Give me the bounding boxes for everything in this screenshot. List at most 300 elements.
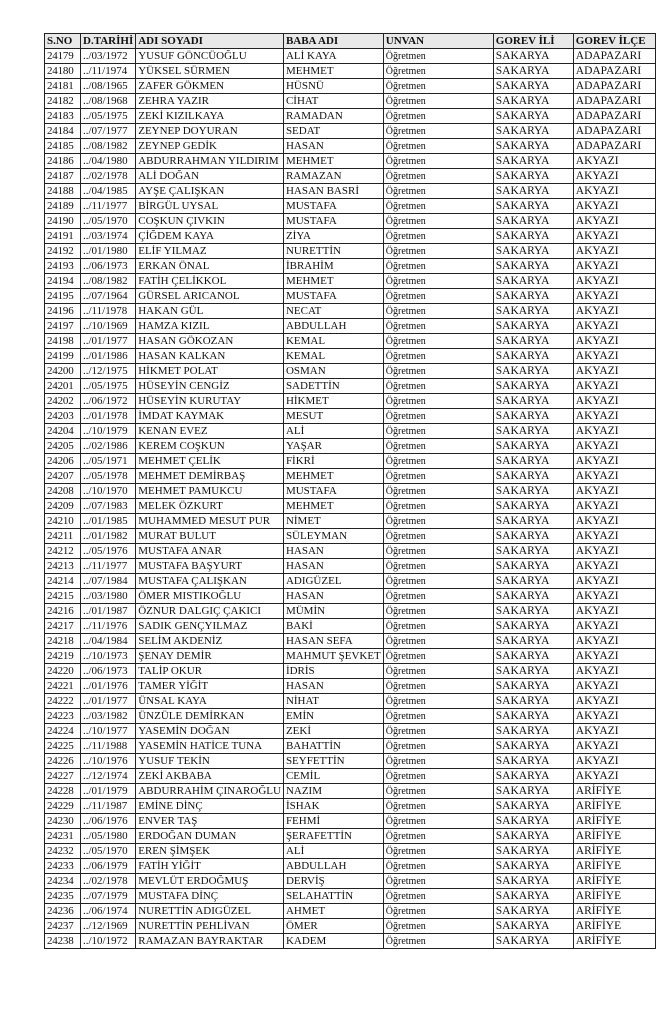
table-row — [45, 829, 656, 844]
cell-full-name: COŞKUN ÇIVKIN — [136, 214, 284, 229]
table-row — [45, 214, 656, 229]
table-body — [45, 49, 656, 949]
cell-full-name: MEHMET PAMUKCU — [136, 484, 284, 499]
table-row — [45, 559, 656, 574]
cell-district: AKYAZI — [573, 214, 655, 229]
table-row — [45, 64, 656, 79]
cell-sno: 24198 — [45, 334, 81, 349]
cell-province: SAKARYA — [493, 79, 573, 94]
table-row — [45, 259, 656, 274]
cell-sno: 24219 — [45, 649, 81, 664]
cell-title: Öğretmen — [383, 679, 493, 694]
cell-sno: 24226 — [45, 754, 81, 769]
cell-sno: 24190 — [45, 214, 81, 229]
cell-full-name: YÜKSEL SÜRMEN — [136, 64, 284, 79]
cell-birth-date: ../07/1983 — [81, 499, 136, 514]
cell-sno: 24224 — [45, 724, 81, 739]
cell-sno: 24206 — [45, 454, 81, 469]
cell-title: Öğretmen — [383, 259, 493, 274]
table-row — [45, 184, 656, 199]
cell-father-name: HASAN SEFA — [283, 634, 383, 649]
cell-father-name: YAŞAR — [283, 439, 383, 454]
cell-title: Öğretmen — [383, 649, 493, 664]
table-row — [45, 364, 656, 379]
table-row — [45, 844, 656, 859]
table-row — [45, 169, 656, 184]
table-row — [45, 574, 656, 589]
cell-district: ARİFİYE — [573, 844, 655, 859]
cell-title: Öğretmen — [383, 199, 493, 214]
cell-district: AKYAZI — [573, 379, 655, 394]
cell-birth-date: ../01/1986 — [81, 349, 136, 364]
cell-birth-date: ../07/1964 — [81, 289, 136, 304]
cell-title: Öğretmen — [383, 664, 493, 679]
cell-sno: 24225 — [45, 739, 81, 754]
cell-district: AKYAZI — [573, 229, 655, 244]
cell-birth-date: ../08/1968 — [81, 94, 136, 109]
table-row — [45, 424, 656, 439]
cell-sno: 24212 — [45, 544, 81, 559]
table-row — [45, 484, 656, 499]
cell-province: SAKARYA — [493, 154, 573, 169]
cell-title: Öğretmen — [383, 289, 493, 304]
cell-title: Öğretmen — [383, 544, 493, 559]
cell-district: AKYAZI — [573, 679, 655, 694]
cell-district: ARİFİYE — [573, 874, 655, 889]
cell-father-name: MEHMET — [283, 154, 383, 169]
cell-full-name: ZEYNEP GEDİK — [136, 139, 284, 154]
table-row — [45, 889, 656, 904]
cell-birth-date: ../04/1984 — [81, 634, 136, 649]
cell-father-name: NAZIM — [283, 784, 383, 799]
cell-sno: 24187 — [45, 169, 81, 184]
cell-birth-date: ../01/1982 — [81, 529, 136, 544]
cell-district: AKYAZI — [573, 604, 655, 619]
cell-sno: 24205 — [45, 439, 81, 454]
table-row — [45, 379, 656, 394]
cell-father-name: SÜLEYMAN — [283, 529, 383, 544]
cell-title: Öğretmen — [383, 589, 493, 604]
cell-birth-date: ../08/1982 — [81, 274, 136, 289]
cell-father-name: HASAN — [283, 679, 383, 694]
cell-title: Öğretmen — [383, 499, 493, 514]
cell-full-name: BİRGÜL UYSAL — [136, 199, 284, 214]
cell-father-name: MEHMET — [283, 499, 383, 514]
cell-birth-date: ../06/1973 — [81, 259, 136, 274]
cell-province: SAKARYA — [493, 514, 573, 529]
cell-district: AKYAZI — [573, 559, 655, 574]
cell-full-name: MURAT BULUT — [136, 529, 284, 544]
cell-birth-date: ../05/1976 — [81, 544, 136, 559]
cell-sno: 24231 — [45, 829, 81, 844]
cell-province: SAKARYA — [493, 394, 573, 409]
cell-sno: 24189 — [45, 199, 81, 214]
header-district: GOREV İLÇE — [573, 34, 655, 49]
cell-birth-date: ../01/1980 — [81, 244, 136, 259]
cell-sno: 24201 — [45, 379, 81, 394]
cell-father-name: KEMAL — [283, 349, 383, 364]
cell-sno: 24207 — [45, 469, 81, 484]
table-row — [45, 859, 656, 874]
cell-district: AKYAZI — [573, 424, 655, 439]
cell-father-name: SEDAT — [283, 124, 383, 139]
cell-father-name: FEHMİ — [283, 814, 383, 829]
cell-province: SAKARYA — [493, 769, 573, 784]
cell-province: SAKARYA — [493, 694, 573, 709]
cell-district: AKYAZI — [573, 709, 655, 724]
cell-district: AKYAZI — [573, 394, 655, 409]
cell-father-name: İBRAHİM — [283, 259, 383, 274]
cell-full-name: FATİH ÇELİKKOL — [136, 274, 284, 289]
table-row — [45, 199, 656, 214]
cell-district: AKYAZI — [573, 454, 655, 469]
table-row — [45, 94, 656, 109]
cell-district: ADAPAZARI — [573, 139, 655, 154]
cell-birth-date: ../10/1976 — [81, 754, 136, 769]
cell-title: Öğretmen — [383, 454, 493, 469]
cell-province: SAKARYA — [493, 664, 573, 679]
cell-full-name: YASEMİN DOĞAN — [136, 724, 284, 739]
cell-title: Öğretmen — [383, 814, 493, 829]
cell-birth-date: ../01/1977 — [81, 694, 136, 709]
cell-birth-date: ../05/1970 — [81, 844, 136, 859]
table-row — [45, 904, 656, 919]
cell-birth-date: ../05/1978 — [81, 469, 136, 484]
cell-birth-date: ../08/1982 — [81, 139, 136, 154]
table-row — [45, 634, 656, 649]
cell-full-name: MEHMET ÇELİK — [136, 454, 284, 469]
cell-full-name: YUSUF TEKİN — [136, 754, 284, 769]
cell-district: AKYAZI — [573, 364, 655, 379]
cell-full-name: YASEMİN HATİCE TUNA — [136, 739, 284, 754]
cell-district: AKYAZI — [573, 694, 655, 709]
cell-sno: 24218 — [45, 634, 81, 649]
cell-full-name: FATİH YİĞİT — [136, 859, 284, 874]
cell-title: Öğretmen — [383, 424, 493, 439]
cell-district: ADAPAZARI — [573, 79, 655, 94]
cell-district: ARİFİYE — [573, 889, 655, 904]
cell-father-name: MAHMUT ŞEVKET — [283, 649, 383, 664]
cell-sno: 24204 — [45, 424, 81, 439]
cell-district: AKYAZI — [573, 574, 655, 589]
table-row — [45, 589, 656, 604]
cell-sno: 24200 — [45, 364, 81, 379]
cell-district: AKYAZI — [573, 484, 655, 499]
cell-full-name: MEVLÜT ERDOĞMUŞ — [136, 874, 284, 889]
cell-province: SAKARYA — [493, 874, 573, 889]
table-row — [45, 469, 656, 484]
cell-district: AKYAZI — [573, 769, 655, 784]
cell-district: ARİFİYE — [573, 859, 655, 874]
cell-full-name: ZEYNEP DOYURAN — [136, 124, 284, 139]
cell-father-name: HASAN — [283, 544, 383, 559]
cell-province: SAKARYA — [493, 214, 573, 229]
table-row — [45, 679, 656, 694]
cell-birth-date: ../06/1973 — [81, 664, 136, 679]
cell-province: SAKARYA — [493, 649, 573, 664]
cell-title: Öğretmen — [383, 484, 493, 499]
cell-title: Öğretmen — [383, 154, 493, 169]
cell-birth-date: ../10/1977 — [81, 724, 136, 739]
cell-title: Öğretmen — [383, 529, 493, 544]
cell-birth-date: ../10/1972 — [81, 934, 136, 949]
cell-district: ADAPAZARI — [573, 124, 655, 139]
cell-birth-date: ../06/1974 — [81, 904, 136, 919]
cell-province: SAKARYA — [493, 844, 573, 859]
cell-birth-date: ../01/1987 — [81, 604, 136, 619]
cell-district: ARİFİYE — [573, 814, 655, 829]
cell-province: SAKARYA — [493, 919, 573, 934]
cell-district: AKYAZI — [573, 499, 655, 514]
cell-district: AKYAZI — [573, 409, 655, 424]
cell-birth-date: ../12/1974 — [81, 769, 136, 784]
cell-district: AKYAZI — [573, 649, 655, 664]
cell-province: SAKARYA — [493, 679, 573, 694]
table-row — [45, 394, 656, 409]
cell-father-name: OSMAN — [283, 364, 383, 379]
cell-father-name: RAMADAN — [283, 109, 383, 124]
cell-full-name: ŞENAY DEMİR — [136, 649, 284, 664]
cell-father-name: İSHAK — [283, 799, 383, 814]
cell-birth-date: ../11/1976 — [81, 619, 136, 634]
cell-sno: 24234 — [45, 874, 81, 889]
table-row — [45, 79, 656, 94]
cell-title: Öğretmen — [383, 169, 493, 184]
table-row — [45, 769, 656, 784]
table-row — [45, 319, 656, 334]
cell-birth-date: ../10/1979 — [81, 424, 136, 439]
cell-father-name: MUSTAFA — [283, 214, 383, 229]
cell-father-name: ALİ KAYA — [283, 49, 383, 64]
cell-full-name: EREN ŞİMŞEK — [136, 844, 284, 859]
table-row — [45, 229, 656, 244]
cell-birth-date: ../10/1973 — [81, 649, 136, 664]
cell-birth-date: ../01/1978 — [81, 409, 136, 424]
cell-father-name: ABDULLAH — [283, 859, 383, 874]
cell-district: AKYAZI — [573, 619, 655, 634]
cell-sno: 24197 — [45, 319, 81, 334]
cell-father-name: SELAHATTİN — [283, 889, 383, 904]
cell-full-name: EMİNE DİNÇ — [136, 799, 284, 814]
cell-title: Öğretmen — [383, 394, 493, 409]
cell-province: SAKARYA — [493, 559, 573, 574]
cell-father-name: BAKİ — [283, 619, 383, 634]
cell-birth-date: ../05/1975 — [81, 379, 136, 394]
cell-province: SAKARYA — [493, 499, 573, 514]
cell-district: ADAPAZARI — [573, 109, 655, 124]
cell-sno: 24196 — [45, 304, 81, 319]
cell-title: Öğretmen — [383, 214, 493, 229]
cell-sno: 24202 — [45, 394, 81, 409]
cell-district: AKYAZI — [573, 319, 655, 334]
cell-father-name: CİHAT — [283, 94, 383, 109]
cell-district: ADAPAZARI — [573, 49, 655, 64]
cell-sno: 24216 — [45, 604, 81, 619]
cell-title: Öğretmen — [383, 874, 493, 889]
cell-birth-date: ../04/1980 — [81, 154, 136, 169]
cell-title: Öğretmen — [383, 244, 493, 259]
table-row — [45, 514, 656, 529]
cell-district: AKYAZI — [573, 304, 655, 319]
cell-father-name: MEHMET — [283, 64, 383, 79]
cell-full-name: ABDURRAHİM ÇINAROĞLU — [136, 784, 284, 799]
table-row — [45, 709, 656, 724]
cell-title: Öğretmen — [383, 754, 493, 769]
cell-father-name: ALİ — [283, 424, 383, 439]
cell-title: Öğretmen — [383, 334, 493, 349]
cell-sno: 24188 — [45, 184, 81, 199]
cell-father-name: AHMET — [283, 904, 383, 919]
cell-title: Öğretmen — [383, 514, 493, 529]
cell-birth-date: ../07/1984 — [81, 574, 136, 589]
cell-title: Öğretmen — [383, 364, 493, 379]
cell-title: Öğretmen — [383, 574, 493, 589]
cell-full-name: ÜNZÜLE DEMİRKAN — [136, 709, 284, 724]
cell-full-name: ÖZNUR DALGIÇ ÇAKICI — [136, 604, 284, 619]
teacher-roster-table — [44, 33, 656, 949]
cell-full-name: ÜNSAL KAYA — [136, 694, 284, 709]
cell-full-name: TALİP OKUR — [136, 664, 284, 679]
cell-district: AKYAZI — [573, 589, 655, 604]
cell-sno: 24211 — [45, 529, 81, 544]
cell-district: AKYAZI — [573, 439, 655, 454]
cell-full-name: NURETTİN PEHLİVAN — [136, 919, 284, 934]
cell-birth-date: ../08/1965 — [81, 79, 136, 94]
table-row — [45, 124, 656, 139]
cell-birth-date: ../11/1974 — [81, 64, 136, 79]
cell-birth-date: ../02/1978 — [81, 874, 136, 889]
cell-father-name: ZEKİ — [283, 724, 383, 739]
table-row — [45, 154, 656, 169]
cell-full-name: ZEKİ AKBABA — [136, 769, 284, 784]
cell-father-name: KEMAL — [283, 334, 383, 349]
cell-sno: 24193 — [45, 259, 81, 274]
cell-father-name: NİHAT — [283, 694, 383, 709]
cell-birth-date: ../07/1979 — [81, 889, 136, 904]
cell-district: AKYAZI — [573, 724, 655, 739]
cell-father-name: CEMİL — [283, 769, 383, 784]
cell-father-name: ALİ — [283, 844, 383, 859]
cell-birth-date: ../11/1977 — [81, 559, 136, 574]
cell-province: SAKARYA — [493, 64, 573, 79]
cell-birth-date: ../02/1978 — [81, 169, 136, 184]
cell-district: AKYAZI — [573, 469, 655, 484]
cell-province: SAKARYA — [493, 319, 573, 334]
cell-birth-date: ../07/1977 — [81, 124, 136, 139]
cell-father-name: MÜMİN — [283, 604, 383, 619]
table-row — [45, 619, 656, 634]
cell-title: Öğretmen — [383, 319, 493, 334]
cell-province: SAKARYA — [493, 124, 573, 139]
table-row — [45, 289, 656, 304]
cell-sno: 24223 — [45, 709, 81, 724]
cell-title: Öğretmen — [383, 79, 493, 94]
cell-birth-date: ../01/1977 — [81, 334, 136, 349]
cell-title: Öğretmen — [383, 724, 493, 739]
cell-district: ADAPAZARI — [573, 94, 655, 109]
cell-district: AKYAZI — [573, 544, 655, 559]
cell-birth-date: ../05/1971 — [81, 454, 136, 469]
cell-district: AKYAZI — [573, 169, 655, 184]
cell-sno: 24203 — [45, 409, 81, 424]
table-row — [45, 454, 656, 469]
header-sno: S.NO — [45, 34, 81, 49]
cell-father-name: ŞERAFETTİN — [283, 829, 383, 844]
cell-district: AKYAZI — [573, 154, 655, 169]
cell-province: SAKARYA — [493, 589, 573, 604]
cell-birth-date: ../10/1969 — [81, 319, 136, 334]
cell-sno: 24179 — [45, 49, 81, 64]
cell-district: AKYAZI — [573, 274, 655, 289]
cell-title: Öğretmen — [383, 379, 493, 394]
cell-birth-date: ../12/1969 — [81, 919, 136, 934]
cell-sno: 24192 — [45, 244, 81, 259]
table-row — [45, 934, 656, 949]
cell-district: AKYAZI — [573, 754, 655, 769]
table-row — [45, 604, 656, 619]
cell-title: Öğretmen — [383, 829, 493, 844]
cell-title: Öğretmen — [383, 409, 493, 424]
cell-district: AKYAZI — [573, 529, 655, 544]
cell-full-name: GÜRSEL ARICANOL — [136, 289, 284, 304]
table-row — [45, 529, 656, 544]
cell-district: ARİFİYE — [573, 934, 655, 949]
cell-father-name: ABDULLAH — [283, 319, 383, 334]
cell-sno: 24210 — [45, 514, 81, 529]
cell-sno: 24182 — [45, 94, 81, 109]
cell-father-name: ZİYA — [283, 229, 383, 244]
table-row — [45, 739, 656, 754]
cell-sno: 24208 — [45, 484, 81, 499]
cell-district: AKYAZI — [573, 664, 655, 679]
cell-father-name: ADIGÜZEL — [283, 574, 383, 589]
cell-title: Öğretmen — [383, 904, 493, 919]
table-row — [45, 244, 656, 259]
cell-birth-date: ../05/1970 — [81, 214, 136, 229]
cell-sno: 24195 — [45, 289, 81, 304]
cell-province: SAKARYA — [493, 724, 573, 739]
cell-birth-date: ../11/1978 — [81, 304, 136, 319]
cell-province: SAKARYA — [493, 49, 573, 64]
cell-full-name: MEHMET DEMİRBAŞ — [136, 469, 284, 484]
table-row — [45, 304, 656, 319]
cell-sno: 24229 — [45, 799, 81, 814]
cell-district: ARİFİYE — [573, 784, 655, 799]
cell-full-name: ZEHRA YAZIR — [136, 94, 284, 109]
table-row — [45, 274, 656, 289]
cell-title: Öğretmen — [383, 784, 493, 799]
cell-district: ADAPAZARI — [573, 64, 655, 79]
cell-full-name: HAKAN GÜL — [136, 304, 284, 319]
cell-province: SAKARYA — [493, 889, 573, 904]
cell-sno: 24228 — [45, 784, 81, 799]
cell-sno: 24214 — [45, 574, 81, 589]
cell-province: SAKARYA — [493, 814, 573, 829]
cell-province: SAKARYA — [493, 529, 573, 544]
cell-father-name: HİKMET — [283, 394, 383, 409]
cell-full-name: MUSTAFA ÇALIŞKAN — [136, 574, 284, 589]
cell-birth-date: ../03/1972 — [81, 49, 136, 64]
cell-province: SAKARYA — [493, 439, 573, 454]
cell-birth-date: ../02/1986 — [81, 439, 136, 454]
cell-birth-date: ../01/1985 — [81, 514, 136, 529]
table-row — [45, 799, 656, 814]
cell-title: Öğretmen — [383, 64, 493, 79]
cell-father-name: HÜSNÜ — [283, 79, 383, 94]
cell-full-name: HASAN KALKAN — [136, 349, 284, 364]
cell-full-name: HASAN GÖKOZAN — [136, 334, 284, 349]
table-row — [45, 784, 656, 799]
